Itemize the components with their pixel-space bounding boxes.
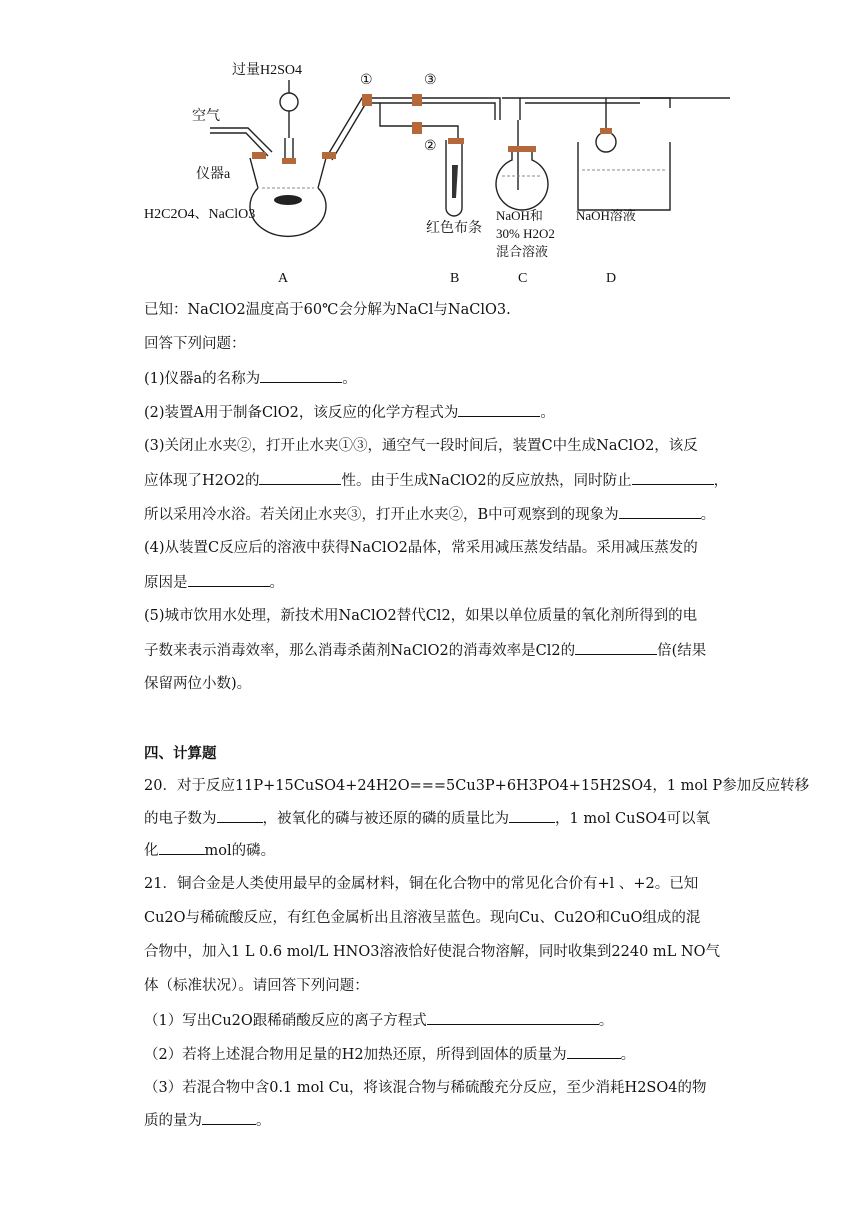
label-instrument-a: 仪器a xyxy=(196,167,231,182)
answer-blank[interactable] xyxy=(632,470,714,485)
stopper-d xyxy=(600,128,612,134)
apparatus-diagram xyxy=(140,60,740,290)
question-19-4-line2: 原因是 。 xyxy=(144,572,284,593)
question-20-line3: 化 mol的磷。 xyxy=(144,840,275,861)
question-21-2: （2）若将上述混合物用足量的H2加热还原，所得到固体的质量为 。 xyxy=(144,1044,635,1065)
question-21-3-line2: 质的量为 。 xyxy=(144,1110,271,1131)
label-air: 空气 xyxy=(192,109,220,124)
label-d: NaOH溶液 xyxy=(576,208,636,223)
question-19-4-line1: (4)从装置C反应后的溶液中获得NaClO2晶体，常采用减压蒸发结晶。采用减压蒸发的 xyxy=(144,540,698,556)
question-19-5-line3: 保留两位小数)。 xyxy=(144,676,252,692)
question-21-line3: 合物中，加入1 L 0.6 mol/L HNO3溶液恰好使混合物溶解，同时收集到2240 mL NO气 xyxy=(144,944,720,960)
letter-c: C xyxy=(518,271,528,286)
answer-blank[interactable] xyxy=(217,808,263,823)
answer-blank[interactable] xyxy=(567,1044,621,1059)
flask-c xyxy=(496,150,548,210)
question-21-line2: Cu2O与稀硫酸反应，有红色金属析出且溶液呈蓝色。现向Cu、Cu2O和CuO组成的混 xyxy=(144,910,701,926)
answer-blank[interactable] xyxy=(458,402,540,417)
question-19-5-line2: 子数来表示消毒效率，那么消毒杀菌剂NaClO2的消毒效率是Cl2的 倍(结果 xyxy=(144,640,706,661)
answer-blank[interactable] xyxy=(260,368,342,383)
answer-blank[interactable] xyxy=(259,470,341,485)
answer-blank[interactable] xyxy=(619,504,701,519)
beaker-d xyxy=(578,142,670,210)
question-21-1: （1）写出Cu2O跟稀硝酸反应的离子方程式 。 xyxy=(144,1010,613,1031)
question-19-3-line1: (3)关闭止水夹②，打开止水夹①③，通空气一段时间后，装置C中生成NaClO2，该反 xyxy=(144,438,698,454)
red-cloth-strip xyxy=(452,165,458,198)
question-21-line1: 21．铜合金是人类使用最早的金属材料，铜在化合物中的常见化合价有+l 、+2。已知 xyxy=(144,876,699,892)
stopper-c xyxy=(508,146,536,152)
answer-blank[interactable] xyxy=(188,572,270,587)
branch-tube-b xyxy=(380,103,458,140)
main-tube xyxy=(370,98,500,120)
question-21-line4: 体（标准状况）。请回答下列问题： xyxy=(144,978,369,994)
clip-2 xyxy=(412,122,422,134)
label-reagents-a: H2C2O4、NaClO3 xyxy=(144,207,256,222)
section-heading: 四、计算题 xyxy=(144,745,217,762)
answer-blank[interactable] xyxy=(159,840,205,855)
label-c-line2: 30% H2O2 xyxy=(496,226,555,241)
label-clip-1: ① xyxy=(360,73,373,88)
label-clip-3: ③ xyxy=(424,73,437,88)
letter-a: A xyxy=(278,271,289,286)
label-red-cloth: 红色布条 xyxy=(426,221,482,236)
answer-blank[interactable] xyxy=(427,1010,599,1025)
question-20-line2: 的电子数为 ，被氧化的磷与被还原的磷的质量比为 ，1 mol CuSO4可以氧 xyxy=(144,808,710,829)
question-19-3-line3: 所以采用冷水浴。若关闭止水夹③，打开止水夹②，B中可观察到的现象为 。 xyxy=(144,504,715,525)
dropping-funnel xyxy=(280,93,298,111)
stopper-a-center xyxy=(282,158,296,164)
label-c-line3: 混合溶液 xyxy=(496,244,549,259)
stopper-b xyxy=(448,138,464,144)
air-inlet-tube xyxy=(210,128,272,152)
instruction: 回答下列问题： xyxy=(144,336,246,352)
known-note: 已知：NaClO2温度高于60℃会分解为NaCl与NaClO3. xyxy=(144,302,511,318)
label-c-line1: NaOH和 xyxy=(496,208,543,223)
label-h2so4: 过量H2SO4 xyxy=(232,63,303,78)
stopper-a-left xyxy=(252,152,266,159)
label-clip-2: ② xyxy=(424,139,437,154)
answer-blank[interactable] xyxy=(509,808,555,823)
letter-b: B xyxy=(450,271,460,286)
question-21-3-line1: （3）若混合物中含0.1 mol Cu，将该混合物与稀硫酸充分反应，至少消耗H2SO4的物 xyxy=(144,1080,707,1096)
answer-blank[interactable] xyxy=(202,1110,256,1125)
answer-blank[interactable] xyxy=(575,640,657,655)
solid-reagent-a xyxy=(274,195,302,205)
question-19-2: (2)装置A用于制备ClO2，该反应的化学方程式为 。 xyxy=(144,402,555,423)
apparatus-svg xyxy=(140,60,740,290)
clip-1 xyxy=(362,94,372,106)
stopper-a-right xyxy=(322,152,336,159)
letter-d: D xyxy=(606,271,617,286)
question-19-1: (1)仪器a的名称为 。 xyxy=(144,368,357,389)
question-19-5-line1: (5)城市饮用水处理，新技术用NaClO2替代Cl2，如果以单位质量的氧化剂所得到的电 xyxy=(144,608,698,624)
question-20-line1: 20．对于反应11P+15CuSO4+24H2O===5Cu3P+6H3PO4+15H2SO4，1 mol P参加反应转移 xyxy=(144,778,810,794)
clip-3 xyxy=(412,94,422,106)
question-19-3-line2: 应体现了H2O2的 性。由于生成NaClO2的反应放热，同时防止 ， xyxy=(144,470,728,491)
